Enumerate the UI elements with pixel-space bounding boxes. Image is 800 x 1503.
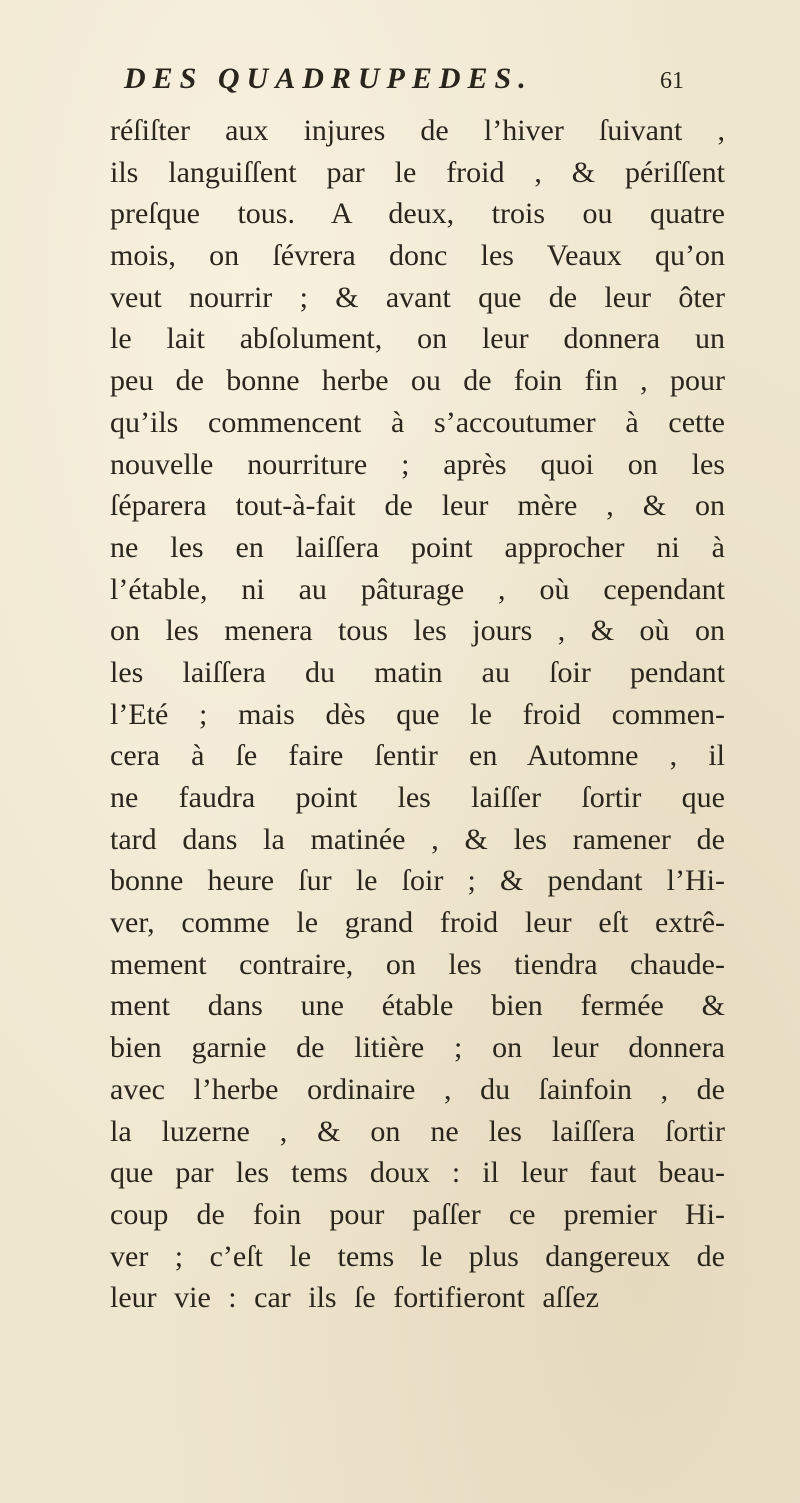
text-line: que par les tems doux : il leur faut beau- (110, 1156, 725, 1190)
text-line: ne faudra point les laiſſer ſortir que (110, 781, 725, 814)
text-line: l’étable, ni au pâturage , où cependant (110, 572, 725, 606)
running-head-title: DES QUADRUPEDES. (124, 62, 533, 95)
text-line: mement contraire, on les tiendra chaude- (110, 947, 725, 981)
text-line: ſéparera tout-à-fait de leur mère , & on (110, 489, 725, 523)
body-text (110, 110, 725, 1319)
text-line: la luzerne , & on ne les laiſſera ſortir (110, 1114, 725, 1148)
text-line: tard dans la matinée , & les ramener de (110, 822, 725, 856)
text-line: ver ; c’eſt le tems le plus dangereux de (110, 1239, 725, 1273)
text-line: mois, on ſévrera donc les Veaux qu’on (110, 239, 725, 273)
text-line: bien garnie de litière ; on leur donnera (110, 1031, 725, 1065)
text-line: les laiſſera du matin au ſoir pendant (110, 655, 725, 689)
text-line: qu’ils commencent à s’accoutumer à cette (110, 405, 725, 439)
text-line: cera à ſe faire ſentir en Automne , il (110, 739, 725, 773)
text-line: le lait abſolument, on leur donnera un (110, 322, 725, 356)
text-line: ment dans une étable bien fermée & (110, 989, 725, 1023)
text-line: réſiſter aux injures de l’hiver ſuivant , (110, 114, 725, 147)
text-line: bonne heure ſur le ſoir ; & pendant l’Hi- (110, 864, 725, 898)
text-line: ne les en laiſſera point approcher ni à (110, 530, 725, 564)
text-line: ils languiſſent par le froid , & périſſent (110, 155, 725, 189)
text-line: leur vie : car ils ſe fortifieront aſſez (110, 1281, 599, 1315)
text-line: peu de bonne herbe ou de foin fin , pour (110, 364, 725, 398)
text-line: ver, comme le grand froid leur eſt extrê- (110, 906, 725, 940)
text-line: l’Eté ; mais dès que le froid commen- (110, 697, 725, 731)
text-line: on les menera tous les jours , & où on (110, 614, 725, 648)
running-head (124, 62, 684, 102)
page-number: 61 (660, 68, 684, 94)
text-line: coup de foin pour paſſer ce premier Hi- (110, 1197, 725, 1231)
text-line: preſque tous. A deux, trois ou quatre (110, 197, 725, 231)
text-line: veut nourrir ; & avant que de leur ôter (110, 280, 725, 314)
text-line: avec l’herbe ordinaire , du ſainfoin , de (110, 1072, 725, 1106)
text-line: nouvelle nourriture ; après quoi on les (110, 447, 725, 481)
